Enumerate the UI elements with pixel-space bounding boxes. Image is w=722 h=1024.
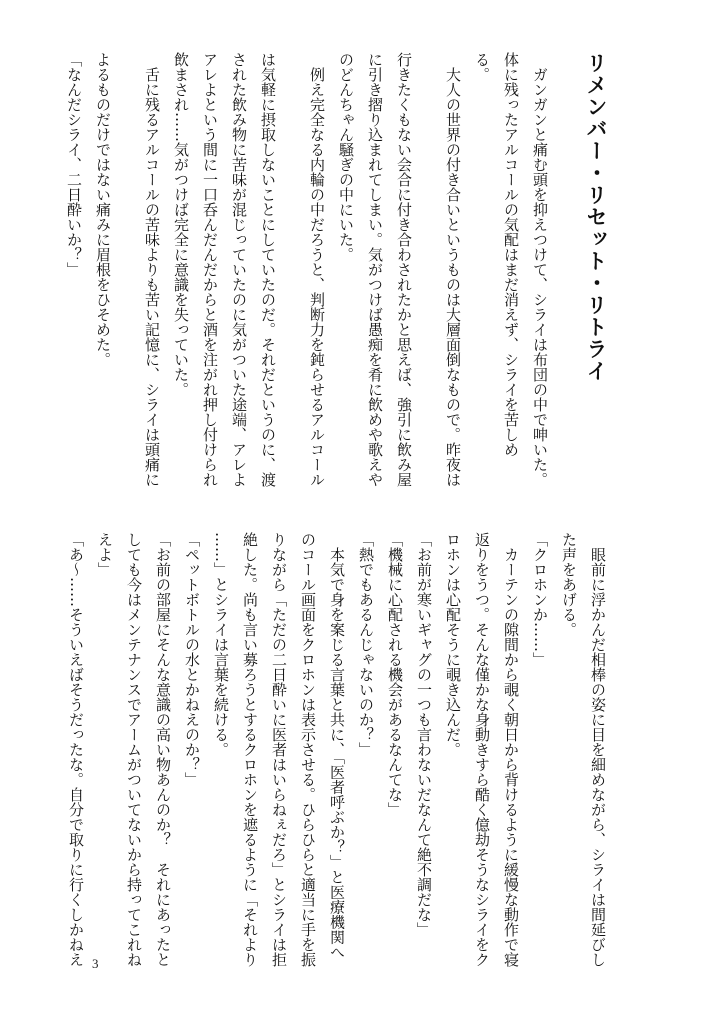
- text-line: 「お前の部屋にそんな意識の高い物あんのか？ それにあったと: [154, 532, 172, 967]
- text-line: 「お前が寒いギャグの一つも言わないだなんて絶不調だな」: [415, 532, 433, 937]
- text-line: よるものだけではない痛みに眉根をひそめた。: [94, 52, 112, 367]
- text-line: 体に残ったアルコールの気配はまだ消えず、シライを苦しめ: [502, 52, 520, 457]
- text-line: 「熱でもあるんじゃないのか？」: [357, 532, 375, 757]
- chapter-title: リメンバー・リセット・リトライ: [584, 52, 609, 382]
- text-line: アレよという間に一口呑んだんだからと酒を注がれ押し付けられ: [201, 52, 219, 487]
- text-line: された飲み物に苦味が混じっていたのに気がついた途端、アレよ: [230, 52, 248, 487]
- text-line: しても今はメンテナンスでアームがついてないから持ってこれね: [125, 532, 143, 967]
- text-line: 絶した。尚も言い募ろうとするクロホンを遮るように「それより: [241, 532, 259, 967]
- text-line: カーテンの隙間から覗く朝日から背けるように緩慢な動作で寝: [502, 532, 520, 967]
- text-line: 大人の世界の付き合いというものは大層面倒なもので。昨夜は: [444, 52, 462, 487]
- text-line: ロホンは心配そうに覗き込んだ。: [444, 532, 462, 757]
- text-line: のどんちゃん騒ぎの中にいた。: [337, 52, 355, 262]
- text-line: る。: [473, 52, 491, 82]
- text-line: は気軽に摂取しないことにしていたのだ。それだというのに、渡: [259, 52, 277, 487]
- page-number: 3: [92, 956, 99, 971]
- text-line: 行きたくもない会合に付き合わされたかと思えば、強引に飲み屋: [395, 52, 413, 487]
- text-line: 眼前に浮かんだ相棒の姿に目を細めながら、シライは間延びし: [589, 532, 607, 967]
- top-text-block: [65, 52, 612, 487]
- text-line: 例え完全なる内輪の中だろうと、判断力を鈍らせるアルコール: [308, 52, 326, 487]
- text-line: 「あ～……そういえばそうだったな。自分で取りに行くしかねえ: [67, 532, 85, 967]
- text-line: 「クロホンか……」: [531, 532, 549, 667]
- text-line: に引き摺り込まれてしまい。気がつけば愚痴を肴に飲めや歌えや: [366, 52, 384, 487]
- text-line: 飲まされ……気がつけば完全に意識を失っていた。: [172, 52, 190, 397]
- text-line: 舌に残るアルコールの苦味よりも苦い記憶に、シライは頭痛に: [143, 52, 161, 487]
- text-line: ……」とシライは言葉を続ける。: [212, 532, 230, 757]
- text-line: りながら「ただの二日酔いに医者はいらねぇだろ」とシライは拒: [270, 532, 288, 967]
- text-line: 返りをうつ。そんな僅かな身動きすら酷く億劫そうなシライをク: [473, 532, 491, 967]
- text-line: のコール画面をクロホンは表示させる。ひらひらと適当に手を振: [299, 532, 317, 967]
- text-line: た声をあげる。: [560, 532, 578, 637]
- text-line: 「機械に心配される機会があるなんてな」: [386, 532, 404, 817]
- bottom-text-block: [67, 532, 612, 967]
- text-line: えよ」: [96, 532, 114, 577]
- text-line: 本気で身を案じる言葉と共に、「医者呼ぶか？」と医療機関へ: [328, 532, 346, 960]
- text-line: ガンガンと痛む頭を抑えつけて、シライは布団の中で呻いた。: [531, 52, 549, 487]
- text-line: 「ペットボトルの水とかねえのか？」: [183, 532, 201, 787]
- text-line: 「なんだシライ、二日酔いか？」: [65, 52, 83, 277]
